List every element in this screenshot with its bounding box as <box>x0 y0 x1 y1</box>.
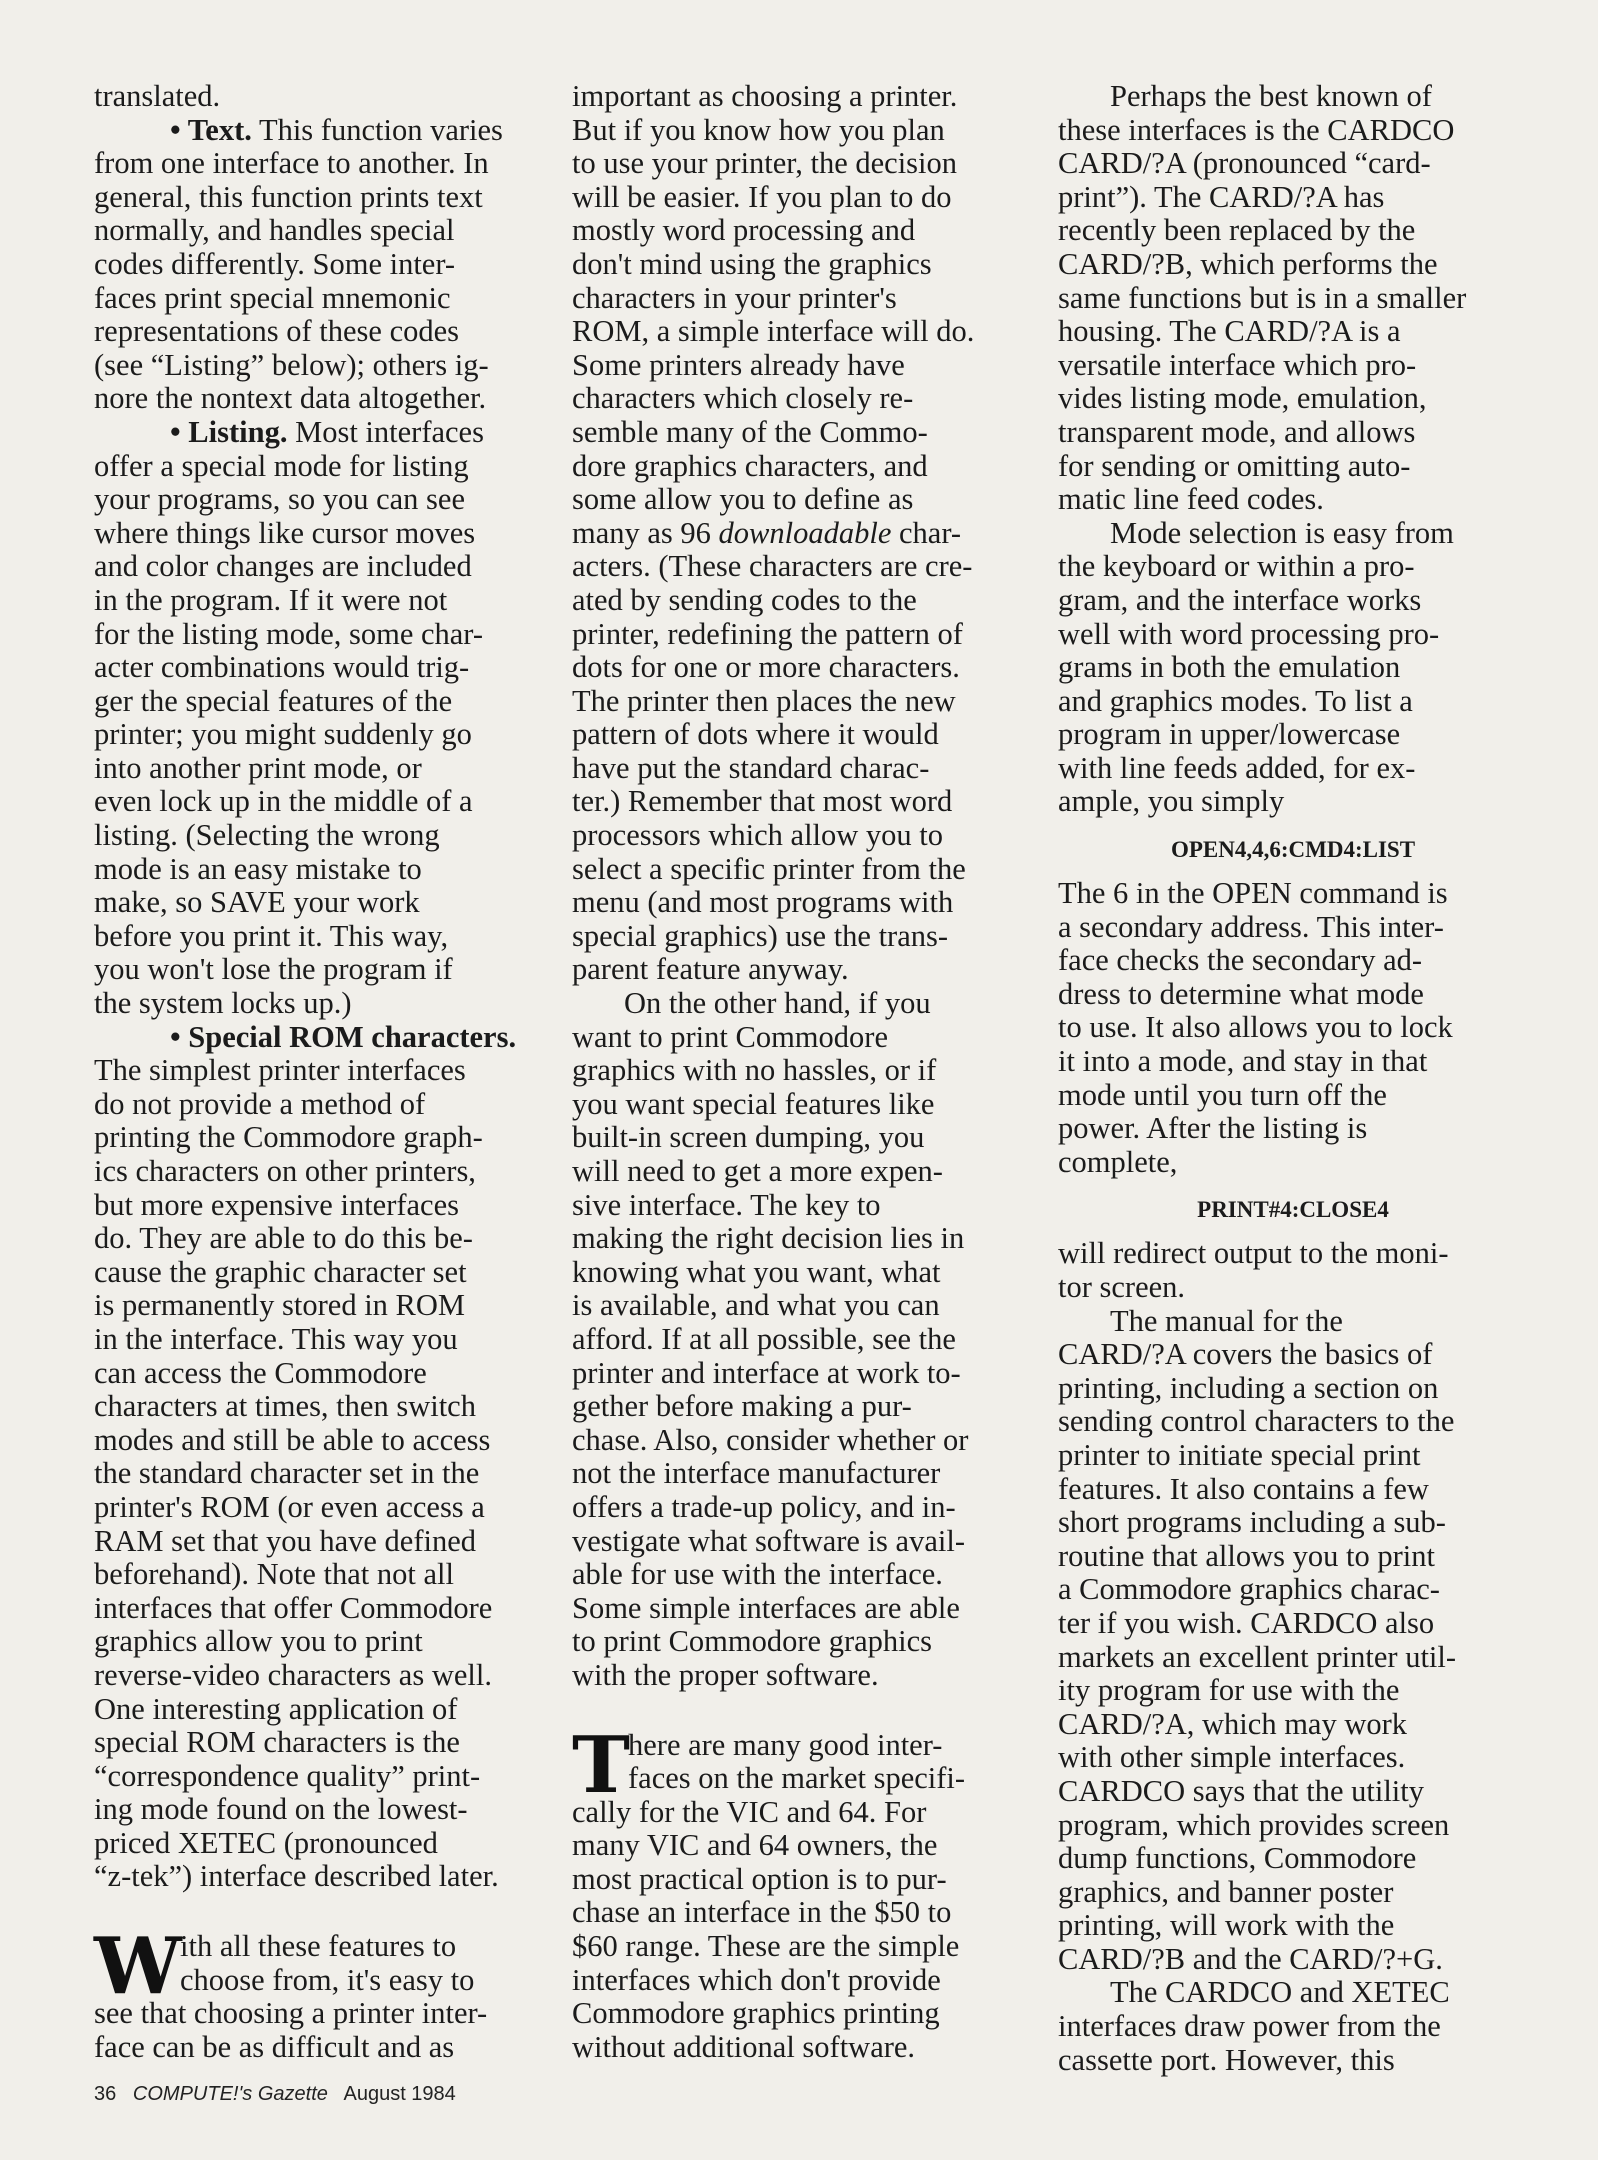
text-line: do. They are able to do this be- <box>94 1221 473 1256</box>
drop-cap-paragraph <box>572 1719 1044 2065</box>
page-footer <box>94 2083 456 2106</box>
text-line: general, this function prints text <box>94 179 483 214</box>
text-line: can access the Commodore <box>94 1355 427 1390</box>
text-line: interfaces which don't provide <box>572 1962 941 1997</box>
text-line: these interfaces is the CARDCO <box>1058 112 1455 147</box>
text-line: chase an interface in the $50 to <box>572 1895 952 1930</box>
text-line: cause the graphic character set <box>94 1254 467 1289</box>
drop-cap-w: W <box>94 1921 182 2013</box>
text-line: matic line feed codes. <box>1058 482 1324 517</box>
text-line: printing, will work with the <box>1058 1908 1395 1943</box>
text-line: On the other hand, if you <box>624 986 931 1021</box>
text-line: RAM set that you have defined <box>94 1523 477 1558</box>
bullet-text-heading: • Text. This function varies <box>170 112 503 147</box>
text-line: graphics, and banner poster <box>1058 1874 1394 1909</box>
text-line: some allow you to define as <box>572 482 914 517</box>
text-line: recently been replaced by the <box>1058 213 1416 248</box>
text-line: The 6 in the OPEN command is <box>1058 876 1448 911</box>
text-line: tor screen. <box>1058 1270 1186 1304</box>
text-line: is permanently stored in ROM <box>94 1288 466 1323</box>
text-line: faces on the market specifi- <box>628 1761 966 1796</box>
text-line: have put the standard charac- <box>572 750 930 785</box>
issue-date: August 1984 <box>343 2083 456 2105</box>
text-line: power. After the listing is <box>1058 1111 1368 1146</box>
text-line: CARD/?A, which may work <box>1058 1706 1408 1741</box>
text-line: make, so SAVE your work <box>94 885 420 920</box>
text-line: do not provide a method of <box>94 1086 426 1121</box>
text-line: face checks the secondary ad- <box>1058 943 1423 978</box>
text-line: to use your printer, the decision <box>572 146 958 181</box>
text-line: interfaces that offer Commodore <box>94 1590 493 1625</box>
text-line: listing. (Selecting the wrong <box>94 818 440 853</box>
text-line: short programs including a sub- <box>1058 1505 1446 1540</box>
text-line: mostly word processing and <box>572 213 916 248</box>
text-line: vides listing mode, emulation, <box>1058 381 1427 416</box>
text-line: printing, including a section on <box>1058 1370 1439 1405</box>
text-line: ample, you simply <box>1058 784 1285 819</box>
text-line: in the interface. This way you <box>94 1321 458 1356</box>
text-line: with other simple interfaces. <box>1058 1740 1406 1775</box>
text-line: the keyboard or within a pro- <box>1058 549 1415 584</box>
text-line: CARD/?A covers the basics of <box>1058 1337 1433 1372</box>
section-gap <box>572 1693 1044 1729</box>
text-line: complete, <box>1058 1144 1178 1179</box>
text-line: choose from, it's easy to <box>180 1962 475 1997</box>
text-line: see that choosing a printer inter- <box>94 1996 488 2031</box>
text-line: from one interface to another. In <box>94 146 489 181</box>
text-line: cally for the VIC and 64. For <box>572 1794 927 1829</box>
text-line: and color changes are included <box>94 549 472 584</box>
text-line: in the program. If it were not <box>94 582 448 617</box>
text-line: But if you know how you plan <box>572 112 945 147</box>
text-line: One interesting application of <box>94 1691 458 1726</box>
text-line: The CARDCO and XETEC <box>1110 1975 1450 2010</box>
text-line: not the interface manufacturer <box>572 1456 941 1491</box>
text-line: into another print mode, or <box>94 750 422 785</box>
text-line: The simplest printer interfaces <box>94 1053 466 1088</box>
text-line: Commodore graphics printing <box>572 1996 940 2031</box>
text-line: dress to determine what mode <box>1058 976 1424 1011</box>
text-line: special graphics) use the trans- <box>572 918 949 953</box>
text-line: even lock up in the middle of a <box>94 784 473 819</box>
text-line: ated by sending codes to the <box>572 582 917 617</box>
text-line: but more expensive interfaces <box>94 1187 460 1222</box>
text-line: vestigate what software is avail- <box>572 1523 965 1558</box>
article-column-1 <box>94 80 562 2064</box>
text-line: ics characters on other printers, <box>94 1154 476 1188</box>
text-line: transparent mode, and allows <box>1058 414 1416 449</box>
text-line: beforehand). Note that not all <box>94 1557 454 1592</box>
text-line: for the listing mode, some char- <box>94 616 484 651</box>
text-line: ROM, a simple interface will do. <box>572 314 975 349</box>
text-line: nore the nontext data altogether. <box>94 381 487 416</box>
text-line: where things like cursor moves <box>94 515 476 550</box>
text-line: many VIC and 64 owners, the <box>572 1828 938 1863</box>
text-line: pattern of dots where it would <box>572 717 939 752</box>
text-line: without additional software. <box>572 2029 916 2064</box>
text-line: CARD/?A (pronounced “card- <box>1058 146 1431 181</box>
text-line: reverse-video characters as well. <box>94 1657 492 1692</box>
text-line: Some printers already have <box>572 347 905 382</box>
article-column-3 <box>1058 80 1528 2077</box>
text-line: ith all these features to <box>180 1929 457 1964</box>
text-line: dump functions, Commodore <box>1058 1841 1417 1876</box>
text-line: dore graphics characters, and <box>572 448 928 483</box>
text-line: important as choosing a printer. <box>572 79 958 113</box>
text-line: built-in screen dumping, you <box>572 1120 925 1155</box>
text-line: acters. (These characters are cre- <box>572 549 973 584</box>
text-line: dots for one or more characters. <box>572 650 960 685</box>
text-line: it into a mode, and stay in that <box>1058 1044 1428 1079</box>
text-line: a secondary address. This inter- <box>1058 909 1444 944</box>
text-line: printer to initiate special print <box>1058 1437 1421 1472</box>
text-line: representations of these codes <box>94 314 460 349</box>
text-line: with line feeds added, for ex- <box>1058 750 1416 785</box>
article-column-2 <box>572 80 1044 2064</box>
bullet-listing-heading: • Listing. Most interfaces <box>170 414 484 449</box>
text-line: $60 range. These are the simple <box>572 1929 960 1964</box>
text-line: with the proper software. <box>572 1657 879 1692</box>
text-line: able for use with the interface. <box>572 1557 943 1592</box>
text-line: printer and interface at work to- <box>572 1355 961 1390</box>
text-line: printing the Commodore graph- <box>94 1120 483 1155</box>
text-line: chase. Also, consider whether or <box>572 1422 969 1457</box>
text-line: will be easier. If you plan to do <box>572 179 952 214</box>
text-line: to use. It also allows you to lock <box>1058 1010 1453 1045</box>
text-line: you won't lose the program if <box>94 952 453 987</box>
text-line: ing mode found on the lowest- <box>94 1792 468 1827</box>
text-line: sending control characters to the <box>1058 1404 1455 1439</box>
text-line: face can be as difficult and as <box>94 2029 455 2064</box>
text-line: same functions but is in a smaller <box>1058 280 1467 315</box>
drop-cap-t: T <box>572 1719 631 1811</box>
text-line: printer; you might suddenly go <box>94 717 472 752</box>
text-line: mode is an easy mistake to <box>94 851 422 886</box>
text-line: special ROM characters is the <box>94 1725 460 1760</box>
text-line: Perhaps the best known of <box>1110 79 1432 113</box>
text-line: processors which allow you to <box>572 818 944 853</box>
text-line: offer a special mode for listing <box>94 448 469 483</box>
text-line: a Commodore graphics charac- <box>1058 1572 1440 1607</box>
text-line: program in upper/lowercase <box>1058 717 1401 752</box>
bullet-special-rom-heading: • Special ROM characters. <box>170 1019 517 1054</box>
text-line: print”). The CARD/?A has <box>1058 179 1385 214</box>
text-line: is available, and what you can <box>572 1288 940 1323</box>
text-line: will need to get a more expen- <box>572 1154 943 1188</box>
text-line: normally, and handles special <box>94 213 455 248</box>
text-line: printer's ROM (or even access a <box>94 1489 485 1524</box>
text-line: markets an excellent printer util- <box>1058 1639 1457 1674</box>
text-line: “z-tek”) interface described later. <box>94 1859 499 1894</box>
text-line: graphics allow you to print <box>94 1624 423 1659</box>
text-line: for sending or omitting auto- <box>1058 448 1411 483</box>
magazine-name: COMPUTE!'s Gazette <box>132 2083 328 2105</box>
text-line: CARD/?B, which performs the <box>1058 246 1438 281</box>
text-line: you want special features like <box>572 1086 935 1121</box>
text-line: offers a trade-up policy, and in- <box>572 1489 956 1524</box>
text-line: CARD/?B and the CARD/?+G. <box>1058 1941 1443 1976</box>
text-line: ter.) Remember that most word <box>572 784 953 819</box>
text-line: Some simple interfaces are able <box>572 1590 960 1625</box>
text-line: modes and still be able to access <box>94 1422 491 1457</box>
text-line: characters at times, then switch <box>94 1389 476 1424</box>
text-line: gether before making a pur- <box>572 1389 912 1424</box>
text-line: The printer then places the new <box>572 683 956 718</box>
text-line: semble many of the Commo- <box>572 414 928 449</box>
text-line: features. It also contains a few <box>1058 1471 1429 1506</box>
text-line: versatile interface which pro- <box>1058 347 1417 382</box>
text-line: cassette port. However, this <box>1058 2042 1395 2077</box>
page-number: 36 <box>94 2083 117 2105</box>
text-line: the system locks up.) <box>94 986 352 1021</box>
text-line: codes differently. Some inter- <box>94 246 456 281</box>
text-line: will redirect output to the moni- <box>1058 1236 1449 1271</box>
text-line: mode until you turn off the <box>1058 1077 1387 1112</box>
text-line: acter combinations would trig- <box>94 650 470 685</box>
text-line: graphics with no hassles, or if <box>572 1053 937 1088</box>
text-line: sive interface. The key to <box>572 1187 881 1222</box>
text-line: before you print it. This way, <box>94 918 449 953</box>
text-line: CARDCO says that the utility <box>1058 1773 1424 1808</box>
text-line: and graphics modes. To list a <box>1058 683 1413 718</box>
text-line: printer, redefining the pattern of <box>572 616 963 651</box>
text-line: afford. If at all possible, see the <box>572 1321 956 1356</box>
text-line: Mode selection is easy from <box>1110 515 1454 550</box>
text-line: don't mind using the graphics <box>572 246 932 281</box>
text-line: making the right decision lies in <box>572 1221 965 1256</box>
text-line: priced XETEC (pronounced <box>94 1825 438 1860</box>
text-line: gram, and the interface works <box>1058 582 1422 617</box>
text-line: program, which provides screen <box>1058 1807 1450 1842</box>
text-line: want to print Commodore <box>572 1019 888 1054</box>
code-open-command: OPEN4,4,6:CMD4:LIST <box>1170 837 1416 863</box>
text-line: most practical option is to pur- <box>572 1861 947 1896</box>
text-line-italic-term: many as 96 downloadable char- <box>572 515 962 550</box>
text-line: well with word processing pro- <box>1058 616 1440 651</box>
text-line: (see “Listing” below); others ig- <box>94 347 489 382</box>
drop-cap-paragraph <box>94 1921 562 2064</box>
text-line: housing. The CARD/?A is a <box>1058 314 1401 349</box>
text-line: characters which closely re- <box>572 381 914 416</box>
text-line: select a specific printer from the <box>572 851 966 886</box>
text-line: interfaces draw power from the <box>1058 2009 1441 2044</box>
text-line: parent feature anyway. <box>572 952 849 987</box>
text-line: The manual for the <box>1110 1303 1343 1338</box>
text-line: “correspondence quality” print- <box>94 1758 481 1793</box>
text-line: routine that allows you to print <box>1058 1538 1435 1573</box>
text-line: menu (and most programs with <box>572 885 954 920</box>
text-line: ger the special features of the <box>94 683 453 718</box>
text-line: your programs, so you can see <box>94 482 465 517</box>
text-line: to print Commodore graphics <box>572 1624 933 1659</box>
text-line: grams in both the emulation <box>1058 650 1401 685</box>
text-line: the standard character set in the <box>94 1456 480 1491</box>
text-line: knowing what you want, what <box>572 1254 941 1289</box>
text-line: ter if you wish. CARDCO also <box>1058 1605 1435 1640</box>
text-line: translated. <box>94 79 221 113</box>
text-line: faces print special mnemonic <box>94 280 451 315</box>
text-line: ity program for use with the <box>1058 1673 1400 1708</box>
text-line: characters in your printer's <box>572 280 897 315</box>
code-print-close: PRINT#4:CLOSE4 <box>1197 1197 1389 1223</box>
text-line: here are many good inter- <box>628 1727 943 1762</box>
